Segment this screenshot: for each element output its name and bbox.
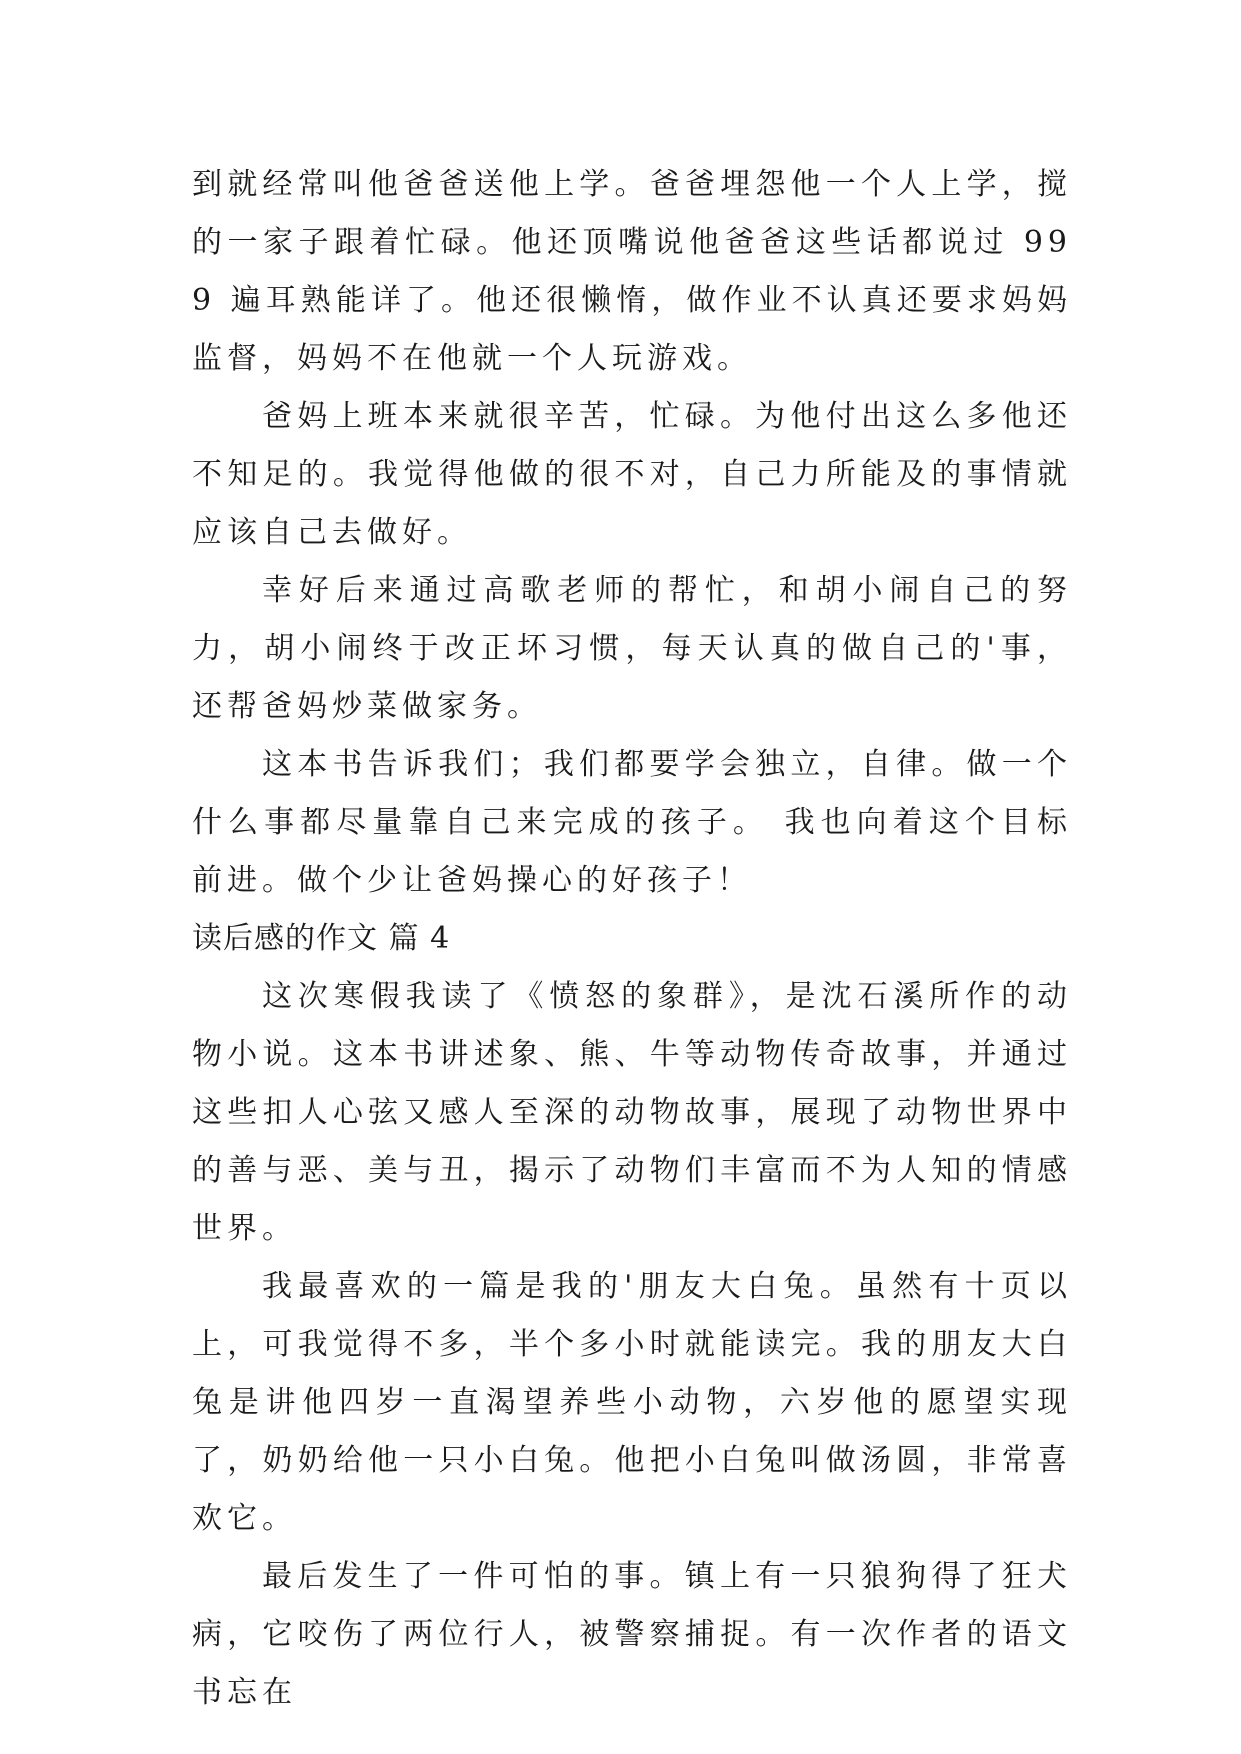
paragraph: 幸好后来通过高歌老师的帮忙，和胡小闹自己的努力，胡小闹终于改正坏习惯，每天认真的做自己的'事，还帮爸妈炒菜做家务。 <box>192 573 1072 724</box>
paragraph: 我最喜欢的一篇是我的'朋友大白兔。虽然有十页以上，可我觉得不多，半个多小时就能读完。我的朋友大白兔是讲他四岁一直渴望养些小动物，六岁他的愿望实现了，奶奶给他一只小白兔。他把小白兔叫做汤圆，非常喜欢它。 <box>192 1269 1072 1536</box>
paragraph: 这本书告诉我们；我们都要学会独立，自律。做一个什么事都尽量靠自己来完成的孩子。 我也向着这个目标前进。做个少让爸妈操心的好孩子！ <box>192 747 1072 898</box>
section-heading: 读后感的作文 篇 4 <box>192 921 451 956</box>
document-body <box>192 156 1072 1722</box>
paragraph: 这次寒假我读了《愤怒的象群》，是沈石溪所作的动物小说。这本书讲述象、熊、牛等动物传奇故事，并通过这些扣人心弦又感人至深的动物故事，展现了动物世界中的善与恶、美与丑，揭示了动物们丰富而不为人知的情感世界。 <box>192 979 1072 1246</box>
paragraph: 到就经常叫他爸爸送他上学。爸爸埋怨他一个人上学，搅的一家子跟着忙碌。他还顶嘴说他爸爸这些话都说过 999 遍耳熟能详了。他还很懒惰，做作业不认真还要求妈妈监督，妈妈不在他就一个人玩游戏。 <box>192 167 1072 376</box>
paragraph: 最后发生了一件可怕的事。镇上有一只狼狗得了狂犬病，它咬伤了两位行人，被警察捕捉。有一次作者的语文书忘在 <box>192 1559 1072 1710</box>
paragraph: 爸妈上班本来就很辛苦，忙碌。为他付出这么多他还不知足的。我觉得他做的很不对，自己力所能及的事情就应该自己去做好。 <box>192 399 1072 550</box>
